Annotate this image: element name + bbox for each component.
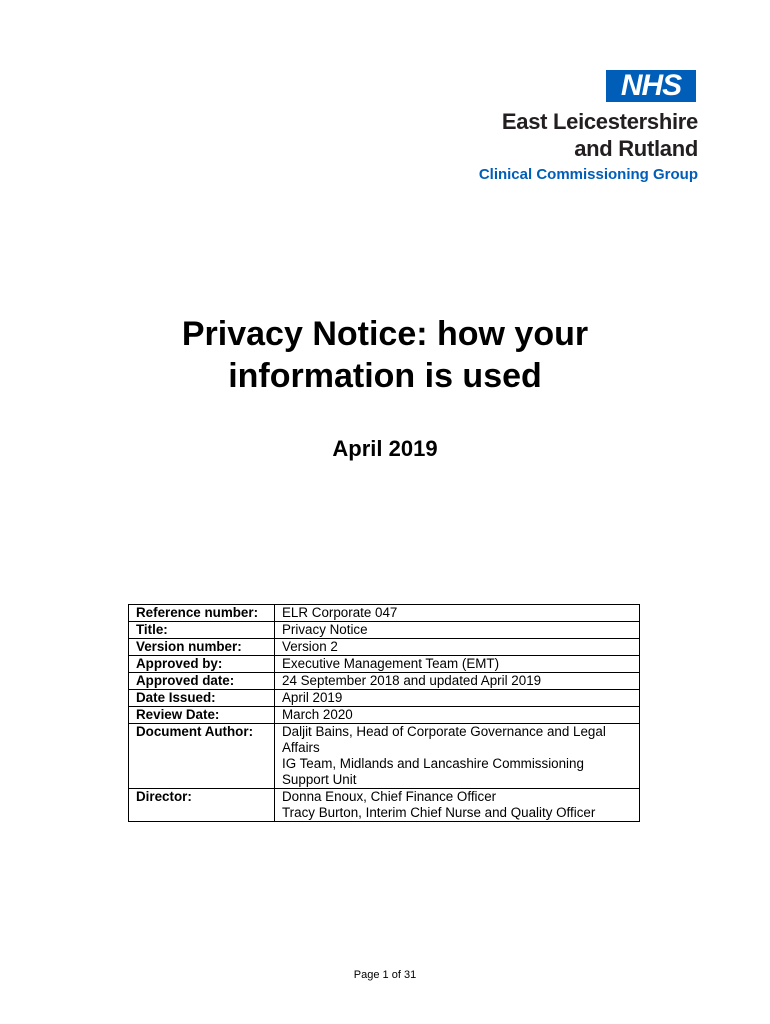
details-row [129,690,640,707]
details-value [275,789,640,822]
details-value-line: IG Team, Midlands and Lancashire Commissioning Support Unit [282,756,584,787]
details-label: Date Issued: [129,690,275,707]
nhs-logo [606,70,696,102]
details-label: Review Date: [129,707,275,724]
org-subtitle: Clinical Commissioning Group [478,166,698,183]
details-value [275,724,640,789]
details-value-line: April 2019 [282,690,343,705]
title-line-2: information is used [228,357,542,395]
details-value [275,622,640,639]
details-value-line: Executive Management Team (EMT) [282,656,500,671]
details-label: Approved by: [129,656,275,673]
org-name-line-1: East Leicestershire [501,109,698,134]
details-row [129,707,640,724]
details-label: Title: [129,622,275,639]
details-value [275,656,640,673]
details-value-line: Version 2 [282,639,338,654]
details-value-line: 24 September 2018 and updated April 2019 [282,673,542,688]
details-row [129,622,640,639]
details-value [275,639,640,656]
details-label: Document Author: [129,724,275,789]
details-row [129,639,640,656]
organisation-name [479,108,698,186]
details-row [129,605,640,622]
details-label: Version number: [129,639,275,656]
details-value [275,605,640,622]
details-value-line: Daljit Bains, Head of Corporate Governance and Legal Affairs [282,724,606,755]
org-name-line-2: and Rutland [574,136,698,161]
document-title [0,313,770,397]
details-value-line: Tracy Burton, Interim Chief Nurse and Quality Officer [282,805,596,820]
details-row [129,656,640,673]
title-line-1: Privacy Notice: how your [181,315,589,353]
details-label: Approved date: [129,673,275,690]
details-value [275,690,640,707]
document-details-table [128,604,640,822]
details-value-line: March 2020 [282,707,353,722]
details-row [129,789,640,822]
details-value [275,673,640,690]
details-row [129,724,640,789]
nhs-logo-text: NHS [620,69,682,102]
details-label: Reference number: [129,605,275,622]
details-row [129,673,640,690]
details-value-line: Donna Enoux, Chief Finance Officer [282,789,497,804]
details-value [275,707,640,724]
details-value-line: ELR Corporate 047 [282,605,398,620]
document-date: April 2019 [332,436,438,461]
page-number: Page 1 of 31 [353,969,417,981]
details-label: Director: [129,789,275,822]
details-value-line: Privacy Notice [282,622,368,637]
